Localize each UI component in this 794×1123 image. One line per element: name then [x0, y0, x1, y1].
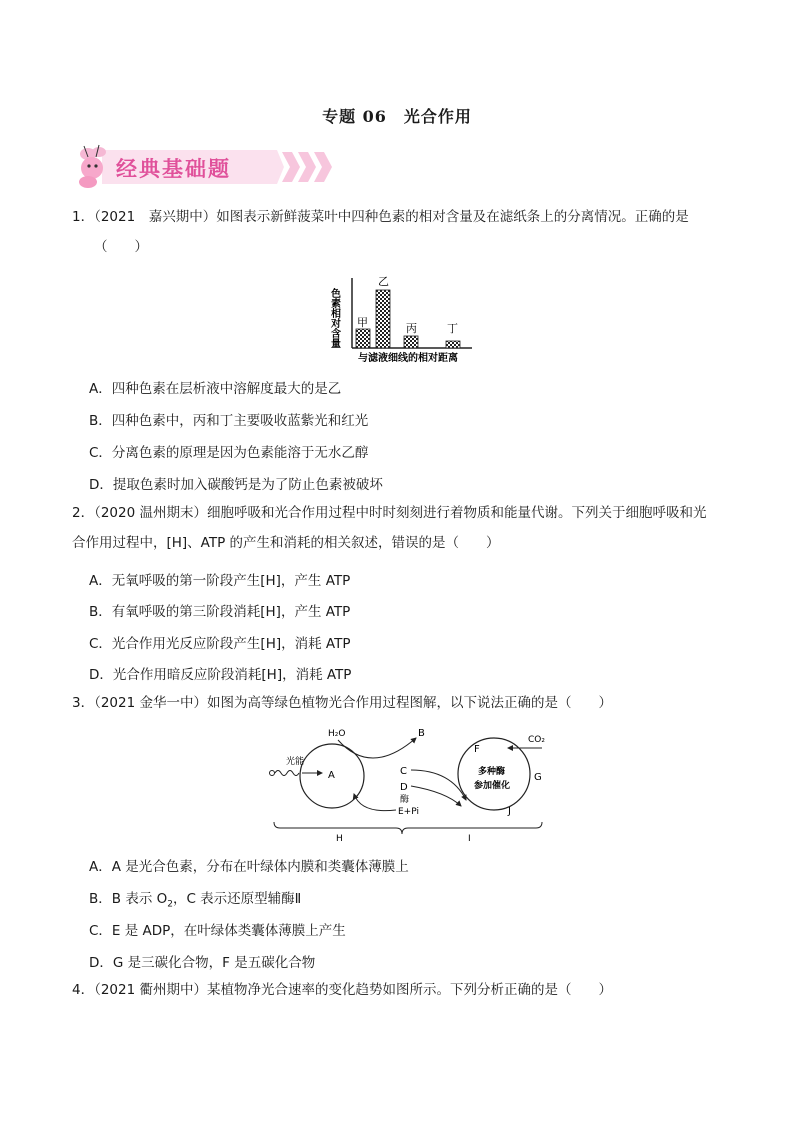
label-c: C — [400, 766, 407, 777]
question-3-option-d[interactable]: D．G 是三碳化合物，F 是五碳化合物 — [89, 955, 316, 971]
question-2-option-c[interactable]: C．光合作用光反应阶段产生[H]，消耗 ATP — [89, 636, 351, 652]
question-1-option-d[interactable]: D．提取色素时加入碳酸钙是为了防止色素被破坏 — [89, 477, 383, 493]
question-3 — [72, 688, 732, 718]
cycle-label-line-2: 参加催化 — [474, 781, 511, 791]
bar-ding — [446, 341, 460, 348]
question-1-option-b[interactable]: B．四种色素中，丙和丁主要吸收蓝紫光和红光 — [89, 413, 369, 429]
question-3-option-b-text-1: B．B 表示 O — [89, 891, 168, 907]
question-1-option-c[interactable]: C．分离色素的原理是因为色素能溶于无水乙醇 — [89, 445, 369, 461]
question-1-answer-bracket: （ ） — [94, 239, 148, 255]
question-2-stem-line-2: 合作用过程中，[H]、ATP 的产生和消耗的相关叙述，错误的是（ ） — [72, 535, 500, 551]
question-4-stem: 4．（2021 衢州期中）某植物净光合速率的变化趋势如图所示。下列分析正确的是（ ） — [72, 982, 612, 998]
light-wave-icon — [275, 771, 299, 776]
question-2-option-b[interactable]: B．有氧呼吸的第三阶段消耗[H]，产生 ATP — [89, 604, 351, 620]
question-3-option-b-text-2: ，C 表示还原型辅酶Ⅱ — [172, 891, 302, 907]
question-3-option-b[interactable] — [89, 887, 301, 910]
cycle-label-line-1: 多种酶 — [478, 767, 506, 777]
question-2 — [72, 498, 732, 558]
label-d: D — [400, 782, 408, 793]
light-energy-label: 光能 — [286, 757, 305, 767]
x-axis-label: 与滤液细线的相对距离 — [358, 353, 458, 364]
label-co2: CO₂ — [528, 735, 545, 745]
question-1-stem: 1．（2021 嘉兴期中）如图表示新鲜菠菜叶中四种色素的相对含量及在滤纸条上的分离情况。正确的是 — [72, 209, 689, 225]
y-axis-label: 色素相对含量 — [328, 288, 340, 348]
question-4 — [72, 975, 732, 1005]
question-3-option-c[interactable]: C．E 是 ADP，在叶绿体类囊体薄膜上产生 — [89, 923, 346, 939]
brace-i — [466, 822, 542, 828]
question-1 — [72, 202, 732, 262]
question-3-option-b-subscript: 2 — [167, 899, 173, 910]
label-h2o: H₂O — [328, 729, 346, 739]
bar-label-ding: 丁 — [447, 322, 458, 335]
label-g: G — [534, 772, 542, 783]
label-f: F — [474, 744, 480, 755]
bar-label-yi: 乙 — [378, 275, 389, 288]
banner-label: 经典基础题 — [116, 157, 231, 181]
question-2-stem-line-1: 2．（2020 温州期末）细胞呼吸和光合作用过程中时时刻刻进行着物质和能量代谢。下列关于细胞呼吸和光 — [72, 505, 707, 521]
page-title: 专题 06 光合作用 — [322, 107, 472, 126]
brace-h — [274, 822, 466, 834]
bar-yi — [376, 290, 390, 348]
question-2-option-d[interactable]: D．光合作用暗反应阶段消耗[H]，消耗 ATP — [89, 667, 352, 683]
section-banner — [72, 142, 332, 192]
bar-label-bing: 丙 — [406, 322, 417, 335]
light-source-icon — [270, 771, 275, 776]
pigment-bar-chart — [322, 268, 502, 364]
label-enzyme: 酶 — [400, 795, 410, 805]
question-1-option-a[interactable]: A．四种色素在层析液中溶解度最大的是乙 — [89, 381, 342, 397]
label-a: A — [328, 770, 335, 781]
photosynthesis-diagram — [266, 722, 556, 842]
bar-jia — [356, 329, 370, 348]
question-3-stem: 3．（2021 金华一中）如图为高等绿色植物光合作用过程图解，以下说法正确的是（ ） — [72, 695, 612, 711]
question-3-option-a[interactable]: A．A 是光合色素，分布在叶绿体内膜和类囊体薄膜上 — [89, 859, 409, 875]
bar-bing — [404, 336, 418, 348]
bar-label-jia: 甲 — [357, 316, 368, 329]
label-i-bracket: I — [468, 834, 471, 842]
label-h-bracket: H — [336, 834, 343, 842]
question-2-option-a[interactable]: A．无氧呼吸的第一阶段产生[H]，产生 ATP — [89, 573, 351, 589]
label-b: B — [418, 728, 425, 739]
label-j: J — [508, 806, 511, 817]
label-e-pi: E+Pi — [398, 807, 419, 817]
